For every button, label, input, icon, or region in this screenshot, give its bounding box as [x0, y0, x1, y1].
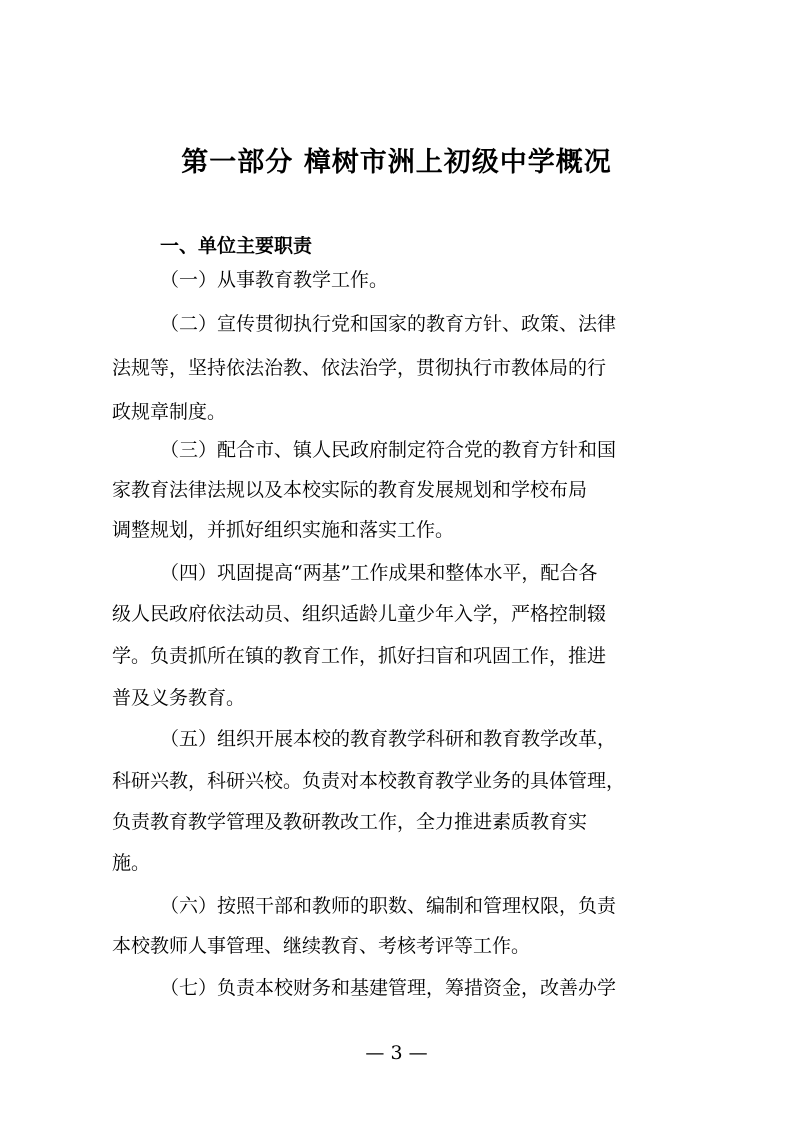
paragraph-7-line-1: （七）负责本校财务和基建管理，筹措资金，改善办学 — [160, 977, 617, 999]
paragraph-2-line-1: （二）宣传贯彻执行党和国家的教育方针、政策、法律 — [160, 313, 617, 335]
section-heading: 一、单位主要职责 — [160, 235, 313, 257]
paragraph-5-line-2: 科研兴教，科研兴校。负责对本校教育教学业务的具体管理， — [112, 770, 626, 792]
page-title: 第一部分 樟树市洲上初级中学概况 — [181, 147, 612, 178]
paragraph-4-line-4: 普及义务教育。 — [112, 687, 246, 709]
paragraph-6-line-2: 本校教师人事管理、继续教育、考核考评等工作。 — [112, 935, 531, 957]
paragraph-6-line-1: （六）按照干部和教师的职数、编制和管理权限，负责 — [160, 895, 617, 917]
paragraph-3-line-2: 家教育法律法规以及本校实际的教育发展规划和学校布局 — [112, 479, 588, 501]
paragraph-2-line-2: 法规等，坚持依法治教、依法治学，贯彻执行市教体局的行 — [112, 357, 607, 379]
paragraph-1-line-1: （一）从事教育教学工作。 — [160, 269, 389, 291]
paragraph-2-line-3: 政规章制度。 — [112, 401, 227, 423]
paragraph-3-line-3: 调整规划，并抓好组织实施和落实工作。 — [112, 519, 455, 541]
paragraph-3-line-1: （三）配合市、镇人民政府制定符合党的教育方针和国 — [160, 439, 617, 461]
page-number: — 3 — — [365, 1042, 428, 1064]
paragraph-4-line-2: 级人民政府依法动员、组织适龄儿童少年入学，严格控制辍 — [112, 603, 607, 625]
paragraph-5-line-1: （五）组织开展本校的教育教学科研和教育教学改革， — [160, 728, 617, 750]
paragraph-5-line-3: 负责教育教学管理及教研教改工作，全力推进素质教育实 — [112, 811, 588, 833]
paragraph-4-line-3: 学。负责抓所在镇的教育工作，抓好扫盲和巩固工作，推进 — [112, 645, 607, 667]
paragraph-5-line-4: 施。 — [112, 852, 151, 874]
paragraph-4-line-1: （四）巩固提高“两基”工作成果和整体水平，配合各 — [160, 562, 598, 584]
